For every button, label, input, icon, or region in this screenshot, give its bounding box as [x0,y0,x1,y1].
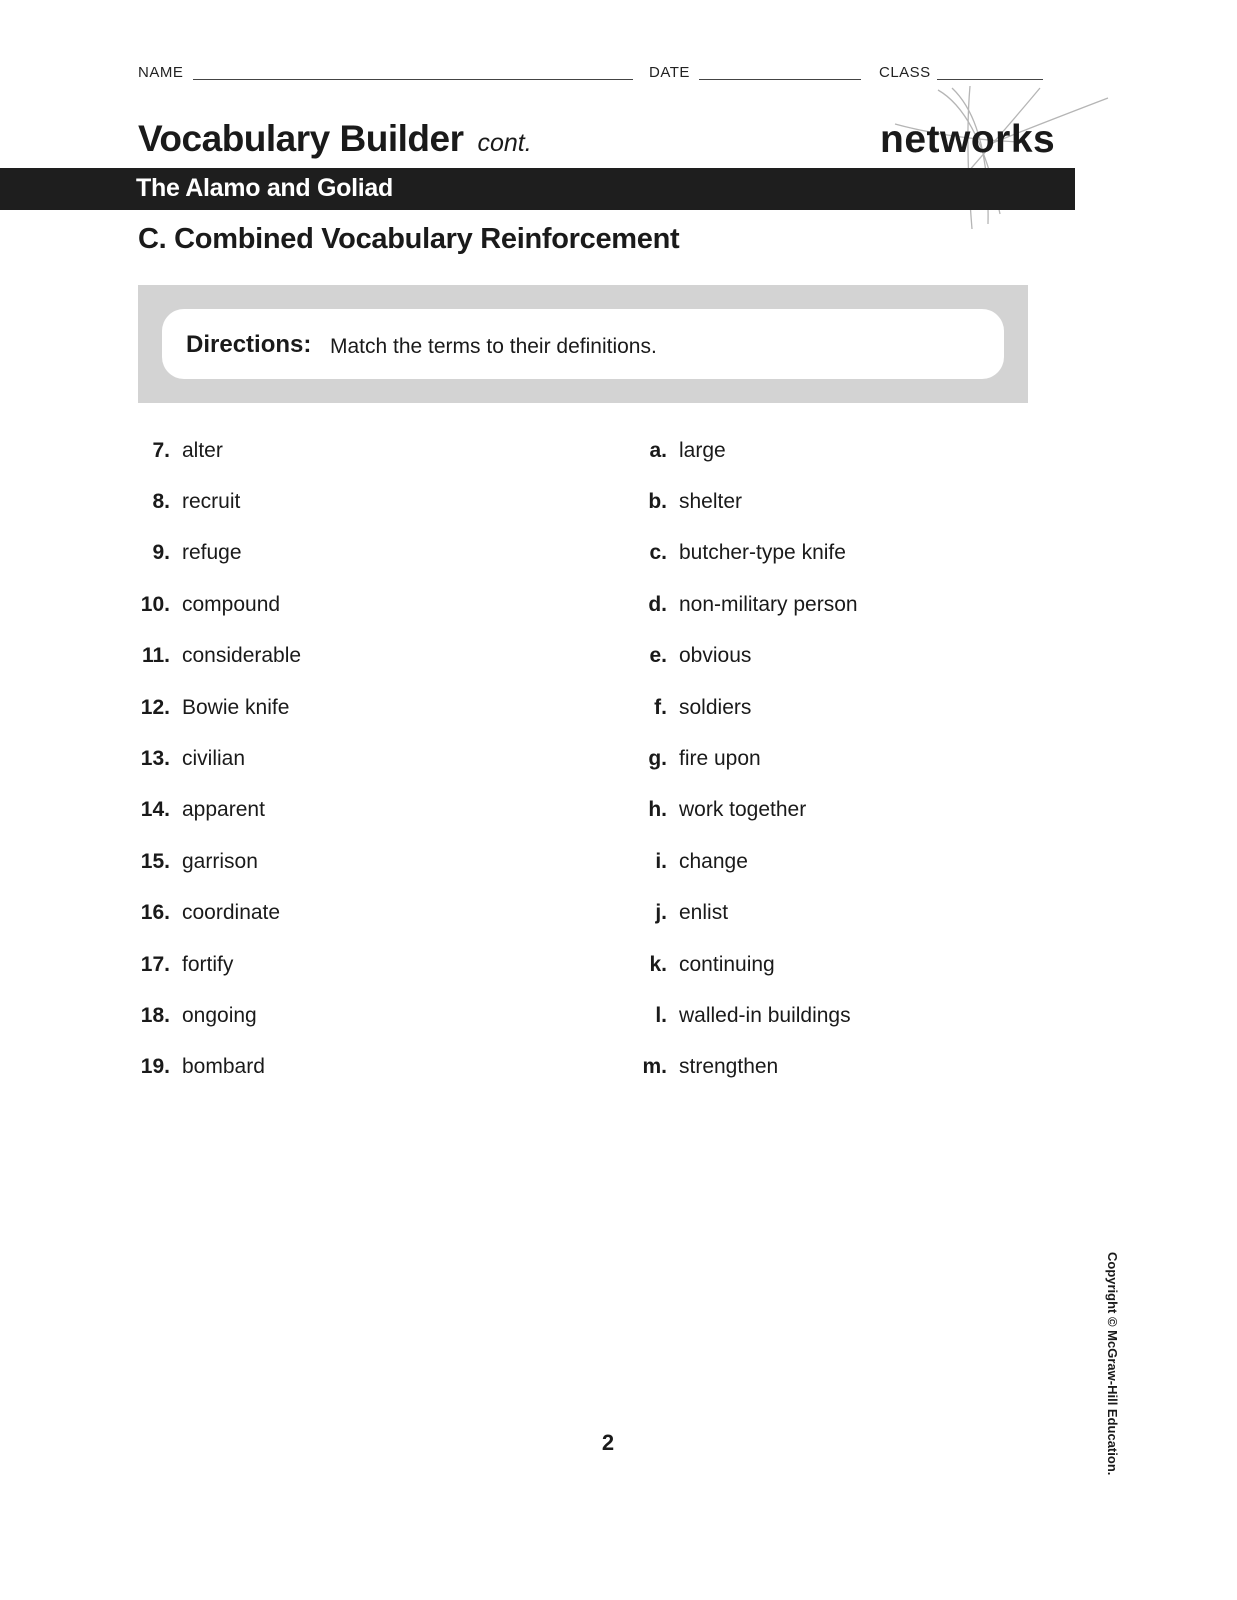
definition-text: large [679,438,726,462]
definition-letter: m. [642,1055,667,1079]
definition-letter: i. [655,849,667,873]
page-number: 2 [601,1430,615,1455]
term-number: 9. [152,541,170,565]
term-item [100,733,540,784]
term-number: 19. [140,1055,170,1079]
definition-item [590,682,1030,733]
term-text: compound [182,592,281,616]
term-item [100,631,540,682]
directions-label: Directions: [186,331,312,358]
term-item [100,682,540,733]
lesson-title: The Alamo and Goliad [136,174,393,202]
definition-letter: k. [649,952,667,976]
definition-item [590,476,1030,527]
term-number: 8. [152,490,170,514]
name-line[interactable] [193,79,633,80]
definition-text: walled-in buildings [679,1003,851,1027]
term-number: 18. [140,1003,170,1027]
page-title: Vocabulary Builder [138,118,464,159]
definition-item [590,631,1030,682]
term-text: considerable [182,644,302,668]
term-text: recruit [182,490,241,514]
term-number: 12. [140,695,170,719]
term-number: 11. [141,644,170,668]
definition-letter: c. [649,541,667,565]
definitions-list [590,425,1030,1093]
lesson-banner [0,168,1075,210]
definition-item [590,1042,1030,1093]
directions-panel [162,309,1004,379]
worksheet-title [138,118,532,160]
definition-text: continuing [679,952,775,976]
term-item [100,836,540,887]
term-number: 17. [140,952,170,976]
definition-text: strengthen [679,1055,779,1079]
definition-text: soldiers [679,695,752,719]
term-text: alter [182,438,223,462]
terms-list [100,425,540,1093]
term-text: Bowie knife [182,695,290,719]
definition-letter: g. [648,747,667,771]
definition-letter: f. [654,695,667,719]
definition-letter: l. [655,1003,667,1027]
header-fields [138,64,1058,86]
date-label: DATE [649,64,690,81]
directions-text: Match the terms to their definitions. [330,335,657,358]
directions-box [138,285,1028,403]
term-item [100,528,540,579]
term-text: fortify [182,952,234,976]
definition-item [590,425,1030,476]
definition-item [590,733,1030,784]
definition-letter: e. [649,644,667,668]
definition-item [590,579,1030,630]
term-item [100,1042,540,1093]
definition-text: enlist [679,901,729,925]
term-text: garrison [182,849,258,873]
definition-text: fire upon [679,747,761,771]
definition-item [590,836,1030,887]
definition-text: butcher-type knife [679,541,846,565]
copyright-notice: Copyright © McGraw-Hill Education. [1105,1252,1120,1476]
definition-text: shelter [679,490,743,514]
term-number: 10. [140,592,170,616]
definition-letter: a. [649,438,667,462]
term-text: bombard [182,1055,265,1079]
name-label: NAME [138,64,184,81]
definition-letter: h. [648,798,667,822]
term-item [100,990,540,1041]
section-heading: C. Combined Vocabulary Reinforcement [138,223,680,255]
definition-letter: j. [655,901,667,925]
term-number: 15. [140,849,170,873]
term-number: 14. [140,798,170,822]
definition-letter: d. [648,592,667,616]
definition-text: obvious [679,644,752,668]
term-item [100,476,540,527]
class-label: CLASS [879,64,931,81]
term-text: coordinate [182,901,281,925]
term-number: 7. [152,438,170,462]
definition-text: non-military person [679,592,858,616]
term-item [100,579,540,630]
term-number: 13. [140,747,170,771]
definition-item [590,990,1030,1041]
definition-text: change [679,849,748,873]
definition-item [590,785,1030,836]
definition-item [590,939,1030,990]
definition-text: work together [679,798,807,822]
definition-letter: b. [648,490,667,514]
term-text: civilian [182,747,246,771]
term-item [100,939,540,990]
term-item [100,425,540,476]
term-text: ongoing [182,1003,257,1027]
term-item [100,888,540,939]
term-text: apparent [182,798,265,822]
title-suffix: cont. [477,129,532,157]
term-number: 16. [140,901,170,925]
date-line[interactable] [699,79,861,80]
networks-logo: networks [880,118,1056,161]
definition-item [590,528,1030,579]
term-text: refuge [182,541,242,565]
class-line[interactable] [937,79,1043,80]
definition-item [590,888,1030,939]
term-item [100,785,540,836]
